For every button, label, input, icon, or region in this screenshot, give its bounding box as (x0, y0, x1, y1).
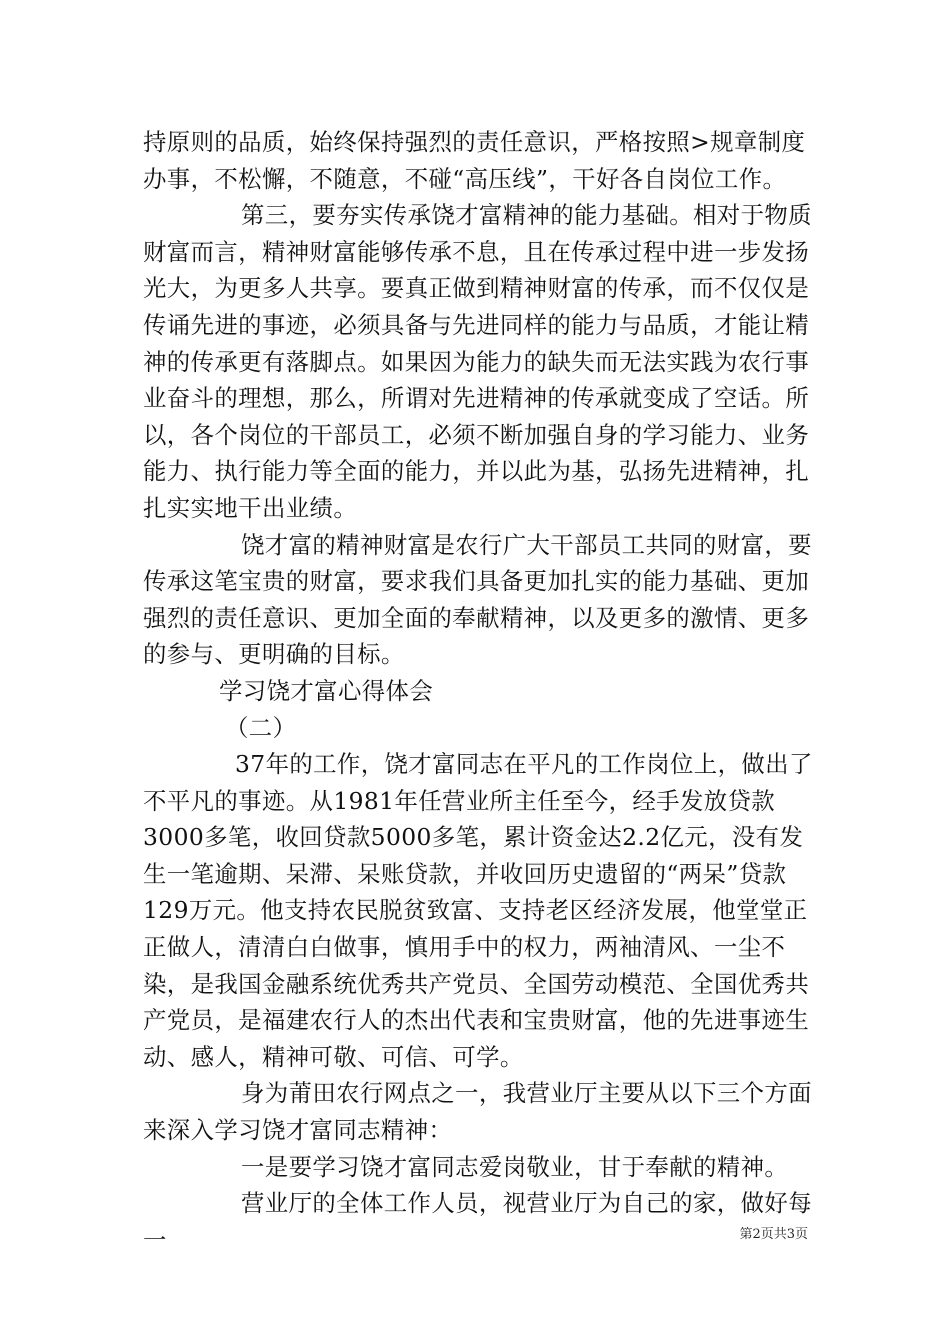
paragraph-achievements: 37年的工作，饶才富同志在平凡的工作岗位上，做出了不平凡的事迹。从1981年任营业所主任至今，经手发放贷款3000多笔，收回贷款5000多笔，累计资金达2.2亿元，没有发生一笔逾期、呆滞、呆账贷款，并收回历史遗留的“两呆”贷款129万元。他支持农民脱贫致富、支持老区经济发展，他堂堂正正做人，清清白白做事，慎用手中的权力，两袖清风、一尘不染，是我国金融系统优秀共产党员、全国劳动模范、全国优秀共产党员，是福建农行人的杰出代表和宝贵财富，他的先进事迹生动、感人，精神可敬、可信、可学。 (143, 750, 813, 1071)
paragraph-conclusion: 饶才富的精神财富是农行广大干部员工共同的财富，要传承这笔宝贵的财富，要求我们具备更加扎实的能力基础、更加强烈的责任意识、更加全面的奉献精神，以及更多的激情、更多的参与、更明确的目标。 (143, 530, 812, 669)
paragraph-staff: 营业厅的全体工作人员，视营业厅为自己的家，做好每一 (143, 1189, 812, 1254)
paragraph-third-point: 第三，要夯实传承饶才富精神的能力基础。相对于物质财富而言，精神财富能够传承不息，且在传承过程中进一步发扬光大，为更多人共享。要真正做到精神财富的传承，而不仅仅是传诵先进的事迹，必须具备与先进同样的能力与品质，才能让精神的传承更有落脚点。如果因为能力的缺失而无法实践为农行事业奋斗的理想，那么，所谓对先进精神的传承就变成了空话。所以，各个岗位的干部员工，必须不断加强自身的学习能力、业务能力、执行能力等全面的能力，并以此为基，弘扬先进精神，扎扎实实地干出业绩。 (143, 201, 812, 522)
document-body (143, 124, 825, 1258)
paragraph-intro-aspects: 身为莆田农行网点之一，我营业厅主要从以下三个方面来深入学习饶才富同志精神： (143, 1079, 812, 1145)
paragraph-aspect-one: 一是要学习饶才富同志爱岗敬业，甘于奉献的精神。 (241, 1152, 789, 1181)
paragraph-continued: 持原则的品质，始终保持强烈的责任意识，严格按照>规章制度办事，不松懈，不随意，不碰“高压线”，干好各自岗位工作。 (143, 128, 806, 193)
section-number: （二） (225, 713, 297, 742)
page-number-footer: 第2页共3页 (739, 1227, 808, 1242)
section-title: 学习饶才富心得体会 (219, 676, 434, 705)
